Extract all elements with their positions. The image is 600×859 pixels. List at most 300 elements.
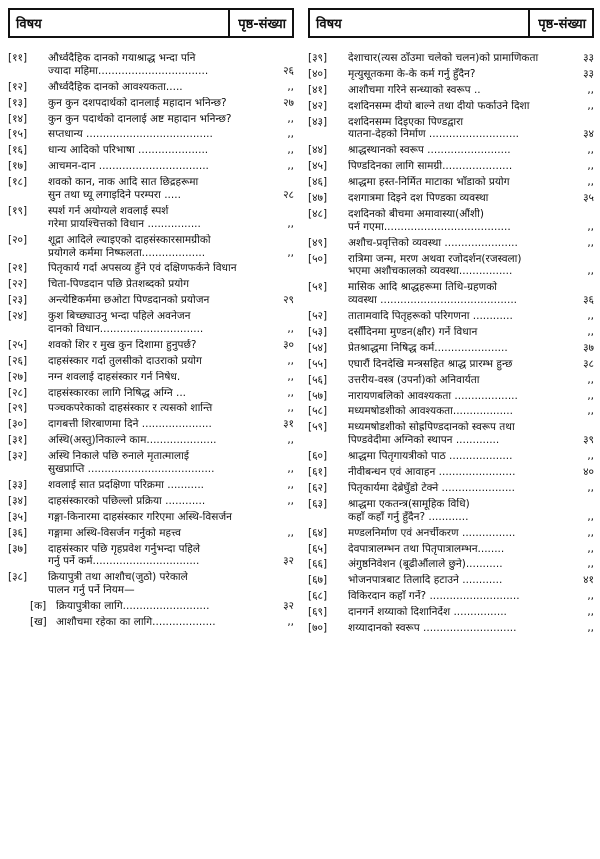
toc-entry-number: [४०] (308, 67, 328, 80)
toc-entry-title: पितृकार्य गर्दा अपसव्य हुँने एवं दक्षिणफर्कने विधान (48, 262, 237, 275)
toc-entry-page: ,, (287, 112, 294, 125)
toc-line (8, 418, 294, 431)
toc-line (308, 390, 594, 403)
toc-entry-number: [२२] (8, 278, 28, 291)
toc-entry-page (274, 584, 294, 597)
toc-entry-title: भोजनपात्रबाट तिलादि हटाउने ............ (348, 574, 503, 587)
toc-entry-page: ,, (287, 144, 294, 157)
toc-entry-number (308, 434, 348, 447)
toc-entry-title: दसौँदिनमा मुण्डन(क्षौर) गर्ने विधान (348, 326, 478, 339)
toc-entry (308, 208, 594, 234)
toc-entry-title: शवको कान, नाक आदि सात छिद्रहरूमा (48, 176, 199, 189)
toc-entry-number (308, 511, 348, 524)
toc-entry-page: ३७ (583, 341, 594, 354)
toc-entry-number: [२५] (8, 338, 28, 351)
toc-entry-number: [७०] (308, 621, 328, 634)
toc-entry (308, 68, 594, 81)
toc-entry-number (8, 555, 48, 568)
toc-entry (308, 326, 594, 339)
toc-entry-number (8, 584, 48, 597)
toc-entry-number: [२८] (8, 386, 28, 399)
toc-entry-title: मध्यमषोडशीको आवश्यकता.................. (348, 405, 513, 418)
toc-entry-page: ,, (587, 220, 594, 233)
toc-line (308, 527, 594, 540)
toc-entry (8, 387, 294, 400)
toc-entry (308, 192, 594, 205)
toc-entry-page: २६ (283, 64, 294, 77)
toc-entry-title: पितृकार्यमा देब्रेघुँडो टेक्ने ...................... (348, 481, 515, 494)
toc-entry-number: [३७] (8, 542, 28, 555)
toc-entry-page: ,, (287, 354, 294, 367)
toc-entry-title: दाहसंस्कारका लागि निषिद्ध अग्नि ... (48, 386, 186, 399)
toc-entry-page: ,, (287, 323, 294, 336)
toc-line (308, 128, 594, 141)
toc-entry (8, 355, 294, 368)
toc-entry-page: ,, (587, 510, 594, 523)
toc-entry-title: कहाँ कहाँ गर्नु हुँदैन? ............ (348, 510, 469, 523)
toc-entry-number: [४४] (308, 144, 328, 157)
toc-entry-title: रात्रिमा जन्म, मरण अथवा रजोदर्शन(रजस्वला) (348, 252, 522, 265)
toc-entry (308, 482, 594, 495)
toc-entry-title: देशाचार(त्यस ठाँउमा चलेको चलन)को प्रामाणिकता (348, 52, 539, 64)
toc-entry-number: [३१] (8, 434, 28, 447)
toc-line (308, 590, 594, 603)
toc-entry-title: अस्थि निकाले पछि रुनाले मृतात्मालाई (48, 450, 190, 463)
toc-line (8, 600, 294, 613)
toc-entry-number (8, 65, 48, 78)
toc-entry-page: ३६ (583, 294, 594, 307)
toc-entry-page: ,, (287, 526, 294, 539)
toc-line (308, 543, 594, 556)
toc-line (308, 326, 594, 339)
toc-line (8, 234, 294, 247)
toc-entry-title: अस्थि(अस्तु)निकाल्ने काम..................... (48, 434, 217, 447)
toc-line (308, 160, 594, 173)
toc-entry-page: ,, (587, 526, 594, 539)
toc-entry-title: पिण्डदिनका लागि सामग्री..................... (348, 160, 513, 173)
toc-entry (308, 405, 594, 418)
toc-entry-page: ,, (287, 386, 294, 399)
toc-entry (8, 479, 294, 492)
toc-entry-number (308, 294, 348, 307)
toc-entry-page (274, 52, 294, 65)
toc-entry-title: मासिक आदि श्राद्धहरूमा तिथि-ग्रहणको (348, 281, 497, 294)
toc-line (8, 97, 294, 110)
toc-entry-page: ,, (587, 160, 594, 173)
toc-entry (8, 495, 294, 508)
toc-entry-title: विकिरदान कहाँ गर्ने? ........................... (348, 590, 520, 603)
toc-entry-title: कुन कुन दशपदार्थको दानलाई महादान भनिन्छ? (48, 96, 227, 109)
toc-line (8, 339, 294, 352)
toc-entry-title: दशदिनको बीचमा अमावास्या(औंशी) (348, 207, 484, 220)
toc-entry-number: [५३] (308, 326, 328, 339)
toc-entry-title: सुखप्राप्ति ...................................... (48, 463, 215, 476)
toc-entry (308, 622, 594, 635)
toc-entry (308, 52, 594, 65)
toc-entry-page: ,, (287, 402, 294, 415)
toc-entry-number: [३५] (8, 510, 28, 523)
toc-entry-title: आशौचमा रहेका का लागि................... (56, 615, 216, 628)
toc-line (308, 310, 594, 323)
toc-entry (8, 160, 294, 173)
right-header-page: पृष्ठ-संख्या (528, 10, 586, 36)
toc-line (308, 144, 594, 157)
toc-entry-page: ,, (587, 481, 594, 494)
toc-entry (8, 128, 294, 141)
left-entries (8, 52, 294, 629)
toc-line (308, 358, 594, 371)
toc-entry-page (274, 205, 294, 218)
toc-entry-number: [६१] (308, 466, 328, 479)
toc-entry (308, 253, 594, 279)
toc-entry-number: [३९] (308, 52, 328, 64)
toc-entry (308, 160, 594, 173)
toc-line (308, 68, 594, 81)
toc-entry-title: नग्न शवलाई दाहसंस्कार गर्न निषेध. (48, 370, 181, 383)
toc-entry-title: कुश बिच्छ्याउनु भन्दा पहिले अवनेजन (48, 310, 191, 323)
toc-entry-page: ३१ (283, 418, 294, 431)
toc-entry-title: कुन कुन पदार्थको दानलाई अष्ट महादान भनिन्छ? (48, 112, 232, 125)
toc-entry-page: ,, (587, 373, 594, 386)
toc-entry-page: ३४ (583, 128, 594, 141)
toc-entry-number: [ख] (30, 615, 47, 628)
toc-entry-title: गङ्गामा अस्थि-विसर्जन गर्नुको महत्त्व (48, 526, 181, 539)
toc-entry-number: [५६] (308, 373, 328, 386)
toc-entry-number: [५०] (308, 252, 328, 265)
toc-entry-title: पिण्डवेदीमा अग्निको स्थापन ............. (348, 434, 500, 447)
toc-entry (8, 81, 294, 94)
toc-entry-number (8, 189, 48, 202)
toc-entry-page: ,, (587, 144, 594, 157)
toc-entry-number (8, 218, 48, 231)
toc-entry-title: व्यवस्था ......................................... (348, 294, 518, 307)
toc-entry-page: ३२ (283, 555, 294, 568)
toc-entry-page (274, 543, 294, 556)
toc-entry-title: नारायणबलिको आवश्यकता ................... (348, 389, 518, 402)
toc-entry-number: [५९] (308, 421, 328, 434)
toc-entry-title: शवको शिर र मुख कुन दिशामा हुनुपर्छ? (48, 338, 197, 351)
toc-entry-page: ,, (287, 463, 294, 476)
toc-line (308, 511, 594, 524)
toc-line (308, 221, 594, 234)
toc-entry-number: [५४] (308, 341, 328, 354)
toc-entry-page (274, 278, 294, 291)
left-header-subject: विषय (16, 17, 42, 32)
toc-line (8, 387, 294, 400)
toc-entry-page: ३९ (583, 434, 594, 447)
toc-entry-number: [१३] (8, 96, 28, 109)
toc-entry-page (274, 310, 294, 323)
toc-entry-number: [३८] (8, 571, 28, 584)
toc-entry (8, 402, 294, 415)
toc-entry (8, 450, 294, 476)
toc-entry (8, 234, 294, 260)
toc-entry (8, 113, 294, 126)
toc-entry (308, 527, 594, 540)
toc-entry-number: [१७] (8, 160, 28, 173)
toc-line (308, 84, 594, 97)
toc-entry-title: और्ध्वदैहिक दानको आवश्यकता..... (48, 80, 183, 93)
toc-line (8, 144, 294, 157)
toc-entry (8, 371, 294, 384)
right-header (308, 8, 594, 38)
toc-entry-page: ,, (287, 478, 294, 491)
toc-entry-title: दाहसंस्कारको पछिल्लो प्रक्रिया ............ (48, 494, 206, 507)
toc-line (308, 116, 594, 129)
toc-entry-number: [४१] (308, 83, 328, 96)
toc-entry-title: उत्तरीय-वस्त्र (उपर्ना)को अनिवार्यता (348, 373, 480, 386)
toc-entry-number: [३०] (8, 418, 28, 431)
toc-line (8, 128, 294, 141)
toc-line (308, 421, 594, 434)
toc-line (308, 606, 594, 619)
toc-line (8, 463, 294, 476)
toc-entry-title: भएमा अशौचकालको व्यवस्था................ (348, 265, 513, 278)
toc-entry-title: पञ्चकपरेकाको दाहसंस्कार र त्यसको शान्ति (48, 402, 213, 415)
toc-entry (308, 176, 594, 189)
toc-line (308, 176, 594, 189)
toc-entry-title: श्राद्धमा हस्त-निर्मित माटाका भाँडाको प्रयोग (348, 176, 510, 189)
toc-entry-title: तातामवादि पितृहरूको परिगणना ............ (348, 310, 513, 323)
toc-entry (308, 310, 594, 323)
toc-line (8, 189, 294, 202)
toc-entry-number: [५५] (308, 357, 328, 370)
toc-line (8, 205, 294, 218)
toc-entry (308, 281, 594, 307)
toc-entry (308, 144, 594, 157)
toc-entry-page: ,, (287, 494, 294, 507)
toc-entry-title: श्राद्धमा पितृगायत्रीको पाठ ................... (348, 450, 513, 463)
toc-entry-title: दानगर्ने शय्याको दिशानिर्देश ................ (348, 606, 507, 619)
toc-entry-number: [२७] (8, 370, 28, 383)
toc-entry-page: ,, (287, 246, 294, 259)
toc-entry-title: आशौचमा गरिने सन्ध्याको स्वरूप .. (348, 83, 481, 96)
left-column (8, 8, 294, 632)
toc-entry-title: सुन तथा घ्यू लगाइदिने परम्परा ..... (48, 189, 181, 202)
toc-entry-page (274, 262, 294, 275)
toc-entry-title: क्रियापुत्रीका लागि.......................... (56, 600, 210, 613)
toc-entry-page: ,, (587, 265, 594, 278)
toc-entry-number: [१५] (8, 128, 28, 141)
toc-entry-title: और्ध्वदैहिक दानको गयाश्राद्ध भन्दा पनि (48, 52, 196, 64)
toc-entry-number: [४८] (308, 207, 328, 220)
toc-entry-page: ३८ (583, 357, 594, 370)
toc-entry-page: ,, (587, 176, 594, 189)
toc-entry-number: [१९] (8, 204, 28, 217)
toc-line (308, 374, 594, 387)
toc-entry-title: देवपात्रालम्भन तथा पितृपात्रालम्भन........ (348, 542, 505, 555)
toc-entry (8, 262, 294, 275)
toc-entry-page (274, 176, 294, 189)
toc-entry-page: ,, (587, 310, 594, 323)
toc-entry-page: ,, (587, 542, 594, 555)
toc-line (308, 342, 594, 355)
toc-entry-page (574, 498, 594, 511)
toc-entry-number: [५७] (308, 389, 328, 402)
toc-entry (8, 571, 294, 597)
toc-entry-number: [३२] (8, 450, 28, 463)
toc-line (308, 405, 594, 418)
toc-entry-number: [५८] (308, 405, 328, 418)
toc-entry-page: ,, (587, 326, 594, 339)
toc-line (8, 450, 294, 463)
toc-entry (8, 543, 294, 569)
toc-entry (8, 97, 294, 110)
toc-entry (308, 558, 594, 571)
toc-entry-number: [६३] (308, 497, 328, 510)
toc-entry (308, 606, 594, 619)
right-header-subject: विषय (316, 17, 342, 32)
toc-entry-title: मण्डलनिर्माण एवं अनर्चीकरण ................ (348, 526, 516, 539)
toc-entry-title: दाहसंस्कार पछि गृहप्रवेश गर्नुभन्दा पहिले (48, 542, 201, 555)
toc-entry-number: [२६] (8, 354, 28, 367)
toc-entry-number: [१८] (8, 176, 28, 189)
toc-line (308, 294, 594, 307)
toc-entry-number: [६८] (308, 590, 328, 603)
toc-line (308, 100, 594, 113)
toc-line (308, 192, 594, 205)
toc-entry-title: अन्त्येष्टिकर्ममा छओटा पिण्डदानको प्रयोजन (48, 294, 210, 307)
toc-entry-page (274, 450, 294, 463)
toc-entry-page: ३० (283, 338, 294, 351)
toc-line (8, 52, 294, 65)
toc-line (308, 208, 594, 221)
toc-entry (8, 52, 294, 78)
toc-entry-page (574, 281, 594, 294)
toc-entry-page (274, 571, 294, 584)
toc-entry-page: ,, (587, 590, 594, 603)
toc-entry-number: [६७] (308, 574, 328, 587)
toc-entry-number: [६६] (308, 558, 328, 571)
toc-entry-page: ३५ (583, 192, 594, 205)
toc-line (308, 466, 594, 479)
toc-entry (308, 590, 594, 603)
toc-entry (8, 616, 294, 629)
toc-entry-page: ३३ (583, 67, 594, 80)
toc-line (8, 527, 294, 540)
toc-entry-number: [१६] (8, 144, 28, 157)
toc-entry-number: [६९] (308, 606, 328, 619)
toc-line (8, 511, 294, 524)
toc-entry-page: २७ (283, 96, 294, 109)
toc-entry-title: पालन गर्नु पर्ने नियम— (48, 584, 135, 597)
toc-entry-number: [२१] (8, 262, 28, 275)
toc-entry-number (8, 247, 48, 260)
toc-entry (8, 310, 294, 336)
toc-line (308, 237, 594, 250)
right-column (308, 8, 594, 638)
toc-line (8, 176, 294, 189)
toc-entry-page: ,, (587, 450, 594, 463)
toc-entry-title: दागबत्ती शिरबाणमा दिने ..................... (48, 418, 212, 431)
toc-entry (8, 600, 294, 613)
toc-entry (8, 205, 294, 231)
toc-entry-number: [२९] (8, 402, 28, 415)
toc-line (8, 65, 294, 78)
toc-line (308, 450, 594, 463)
toc-line (8, 479, 294, 492)
toc-entry-title: दानको विधान............................... (48, 323, 204, 336)
toc-entry-title: मध्यमषोडशीको सोह्रपिण्डदानको स्वरूप तथा (348, 421, 515, 434)
toc-entry-title: दाहसंस्कार गर्दा तुलसीको दाउराको प्रयोग (48, 354, 202, 367)
toc-entry-number: [४२] (308, 99, 328, 112)
toc-entry (8, 278, 294, 291)
toc-entry (8, 527, 294, 540)
toc-entry-title: शय्यादानको स्वरूप ............................ (348, 621, 517, 634)
toc-line (308, 434, 594, 447)
toc-line (8, 113, 294, 126)
toc-entry-page: ३३ (583, 52, 594, 64)
toc-entry-page: ,, (587, 405, 594, 418)
toc-line (8, 294, 294, 307)
toc-entry-number: [३४] (8, 494, 28, 507)
toc-entry-number: [४५] (308, 160, 328, 173)
toc-entry-number: [६४] (308, 526, 328, 539)
toc-entry-page: ,, (287, 217, 294, 230)
toc-entry-number: [३६] (8, 526, 28, 539)
toc-line (8, 371, 294, 384)
toc-entry (8, 418, 294, 431)
toc-entry-title: दशगात्रमा दिइने दश पिण्डका व्यवस्था (348, 192, 489, 205)
toc-entry-number (8, 323, 48, 336)
toc-line (8, 402, 294, 415)
toc-entry-number: [४९] (308, 236, 328, 249)
toc-line (308, 558, 594, 571)
toc-entry (308, 450, 594, 463)
toc-entry-page: ,, (587, 236, 594, 249)
toc-entry-page (574, 421, 594, 434)
toc-entry-page: ,, (587, 83, 594, 96)
toc-entry-title: श्राद्धमा एकतन्त्र(सामूहिक विधि) (348, 497, 470, 510)
toc-entry-page: ,, (587, 606, 594, 619)
toc-line (8, 355, 294, 368)
toc-entry-page: ३२ (283, 600, 294, 613)
left-header-page: पृष्ठ-संख्या (228, 10, 286, 36)
toc-line (8, 310, 294, 323)
toc-line (308, 281, 594, 294)
toc-line (8, 543, 294, 556)
toc-entry (308, 574, 594, 587)
toc-entry (308, 543, 594, 556)
toc-entry (308, 374, 594, 387)
toc-entry-page: २९ (283, 294, 294, 307)
toc-entry (308, 390, 594, 403)
toc-entry (308, 498, 594, 524)
toc-entry-title: अशौच-प्रवृत्तिको व्यवस्था ...................... (348, 236, 518, 249)
toc-entry-title: मृत्युसूतकमा के-के कर्म गर्नु हुँदैन? (348, 67, 476, 80)
toc-entry (8, 176, 294, 202)
toc-entry-page: ,, (287, 370, 294, 383)
toc-entry-number: [६०] (308, 450, 328, 463)
toc-entry-title: ज्यादा महिमा................................. (48, 64, 209, 77)
toc-entry-title: अंगुष्ठनिवेशन (बूढीऔंलाले छुने)........... (348, 558, 503, 571)
toc-entry-number: [१२] (8, 80, 28, 93)
toc-entry-number (8, 463, 48, 476)
toc-entry-page (274, 511, 294, 524)
toc-entry-title: प्रयोगले कर्ममा निष्फलता................... (48, 246, 206, 259)
toc-line (8, 584, 294, 597)
toc-entry-page: ,, (287, 128, 294, 141)
toc-entry-page: ४१ (583, 574, 594, 587)
toc-entry-page: ,, (287, 434, 294, 447)
toc-line (8, 616, 294, 629)
toc-entry (8, 434, 294, 447)
toc-entry-number: [२४] (8, 310, 28, 323)
toc-line (8, 434, 294, 447)
toc-entry-number: [४७] (308, 192, 328, 205)
toc-entry-number: [५२] (308, 310, 328, 323)
toc-entry-title: चिता-पिण्डदान पछि प्रेतशब्दको प्रयोग (48, 278, 189, 291)
